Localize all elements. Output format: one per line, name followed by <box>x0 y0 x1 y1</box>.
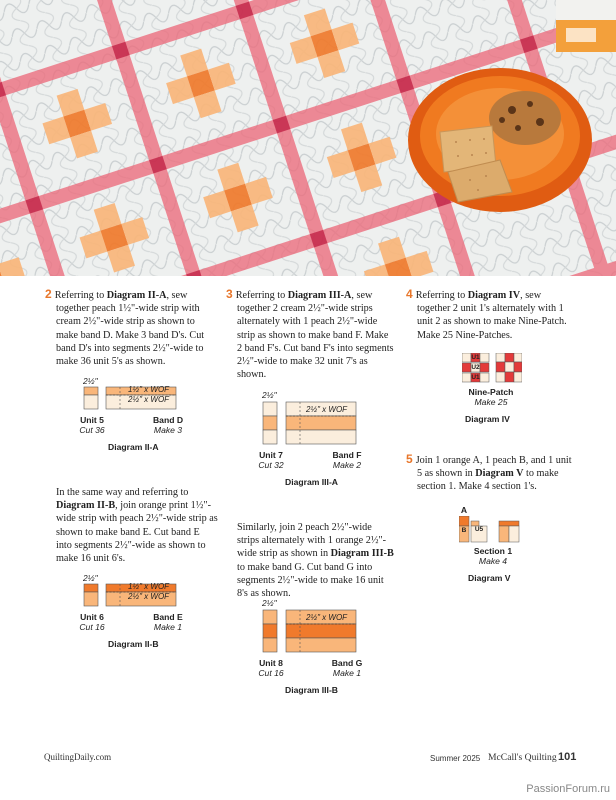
footer-magazine: McCall's Quilting <box>488 752 557 763</box>
band-g-peach-strip-bottom <box>286 638 356 652</box>
diagram-reference: Diagram II-A <box>106 290 167 301</box>
step-3-paragraph <box>226 288 394 381</box>
unit-7-cream-patch-top <box>263 402 277 416</box>
band-g-label: Band G Make 1 <box>331 658 363 678</box>
unit-1-bottom-label: U1 <box>471 374 480 381</box>
segment-width-label: 2½" <box>83 376 98 386</box>
page-number: 101 <box>558 751 577 763</box>
unit-8-peach-patch-bottom <box>263 638 277 652</box>
diagram-reference: Diagram III-B <box>330 548 394 560</box>
step-text: Join 1 orange A, 1 peach B, and 1 unit 5 as shown in <box>415 455 572 480</box>
segment-width-label: 2½" <box>262 598 277 608</box>
step-number: 2 <box>45 287 52 301</box>
diagram-ii-b <box>80 573 220 653</box>
unit-8-label: Unit 8 Cut 16 <box>258 658 284 678</box>
column-3 <box>406 288 574 342</box>
step-2b-paragraph <box>56 486 218 565</box>
nine-patch-block <box>496 353 522 382</box>
patch-b-label: B <box>461 527 467 534</box>
diagram-caption: Diagram II-A <box>108 442 159 452</box>
diagram-caption: Diagram II-B <box>108 639 159 649</box>
strip-top-label: 1½" x WOF <box>128 385 170 394</box>
nine-patch-label: Nine-Patch Make 25 <box>468 387 514 407</box>
step-5-block <box>406 453 574 494</box>
segment-width-label: 2½" <box>83 573 98 583</box>
diagram-caption: Diagram III-B <box>285 685 339 695</box>
band-f-cream-strip-bottom <box>286 430 356 444</box>
diagram-reference: Diagram V <box>475 468 524 480</box>
strip-bottom-label: 2½" x WOF <box>128 592 170 601</box>
band-e-label: Band E Make 1 <box>153 612 183 632</box>
band-g-orange-strip <box>286 624 356 638</box>
unit-8-peach-patch-top <box>263 610 277 624</box>
unit-8-orange-patch <box>263 624 277 638</box>
step-number: 3 <box>226 287 233 301</box>
unit-2-label: U2 <box>471 364 480 371</box>
diagram-ii-a <box>80 376 220 456</box>
unit-5-peach-patch <box>84 387 98 395</box>
band-f-label: Band F Make 2 <box>332 450 362 470</box>
diagram-reference: Diagram IV <box>467 290 521 301</box>
quilt-photo <box>0 0 616 276</box>
section-1-block <box>499 526 509 542</box>
diagram-reference: Diagram II-B <box>56 500 116 512</box>
diagram-iii-a <box>258 390 408 490</box>
diagram-v <box>455 506 555 586</box>
unit-1-top-label: U1 <box>471 354 480 361</box>
diagram-iii-b <box>258 598 408 698</box>
step-text: to make band G. Cut band G into segments 2½"-wide to make 16 unit 8's as shown. <box>237 561 384 600</box>
step-3b-paragraph <box>237 521 395 600</box>
diagram-caption: Diagram III-A <box>285 477 339 487</box>
step-text: In the same way and referring to <box>56 487 189 498</box>
unit-5-label: Unit 5 Cut 36 <box>79 415 105 435</box>
step-text: Similarly, join 2 peach 2½"-wide strips alternately with 1 orange 2½"-wide strip as shown in <box>237 522 387 560</box>
milk-carton-icon <box>556 0 616 52</box>
step-text: , sew together 2 unit 1's alternately with 1 unit 2 as shown to make Nine-Patch. Make 25 Nine-Patches. <box>417 290 567 341</box>
column-2 <box>226 288 394 381</box>
step-text: , sew together peach 1½"-wide strip with cream 2½"-wide strip as shown to make band D. Make 3 band D's. Cut band D's into segments 2½"-wide to make 36 unit 5's as shown. <box>56 290 205 368</box>
unit-6-peach-patch <box>84 592 98 606</box>
strip-label: 2½" x WOF <box>306 405 348 414</box>
step-4-paragraph <box>406 288 574 342</box>
step-text: , sew together 2 cream 2½"-wide strips alternately with 1 peach 2½"-wide strip as shown to make band F. Make 2 band F's. Cut band F's into segments 2½"-wide to make 32 unit 7's as shown. <box>237 290 394 381</box>
step-text: Referring to <box>54 290 107 301</box>
section-1-label: Section 1 Make 4 <box>473 546 513 566</box>
step-2-paragraph <box>45 288 217 368</box>
strip-label: 2½" x WOF <box>306 613 348 622</box>
step-number: 4 <box>406 287 413 301</box>
strip-bottom-label: 2½" x WOF <box>128 395 170 404</box>
quilt-photo-art <box>0 0 616 276</box>
unit-6-label: Unit 6 Cut 16 <box>79 612 105 632</box>
segment-width-label: 2½" <box>262 390 277 400</box>
band-f-peach-strip <box>286 416 356 430</box>
unit-5-cream-patch <box>84 395 98 409</box>
diagram-caption: Diagram IV <box>465 414 510 424</box>
cookie-icon <box>489 91 561 145</box>
band-d-label: Band D Make 3 <box>152 415 184 435</box>
watermark: PassionForum.ru <box>526 783 610 795</box>
unit-5-label: U5 <box>474 526 484 533</box>
diagram-iv <box>440 353 550 428</box>
unit-7-label: Unit 7 Cut 32 <box>258 450 284 470</box>
strip-top-label: 1½" x WOF <box>128 582 170 591</box>
unit-7-cream-patch-bottom <box>263 430 277 444</box>
footer-site: QuiltingDaily.com <box>44 752 112 762</box>
step-number: 5 <box>406 452 413 466</box>
step-text: Referring to <box>415 290 468 301</box>
diagram-v-art <box>459 516 529 544</box>
step-5-paragraph <box>406 453 574 494</box>
step-text: Referring to <box>235 290 288 301</box>
step-text: , join orange print 1½"-wide strip with peach 2½"-wide strip as shown to make band E. Cut band E into segments 2½"-wide as shown to make 16 unit 6's. <box>56 500 218 565</box>
unit-7-peach-patch <box>263 416 277 430</box>
diagram-caption: Diagram V <box>468 573 511 583</box>
unit-6-orange-patch <box>84 584 98 592</box>
patch-a-label: A <box>460 505 468 515</box>
diagram-reference: Diagram III-A <box>287 290 352 301</box>
footer-issue: Summer 2025 <box>430 754 481 763</box>
patch-a <box>459 516 469 526</box>
column-1 <box>45 288 217 368</box>
step-text: to make section 1. Make 4 section 1's. <box>417 468 559 493</box>
